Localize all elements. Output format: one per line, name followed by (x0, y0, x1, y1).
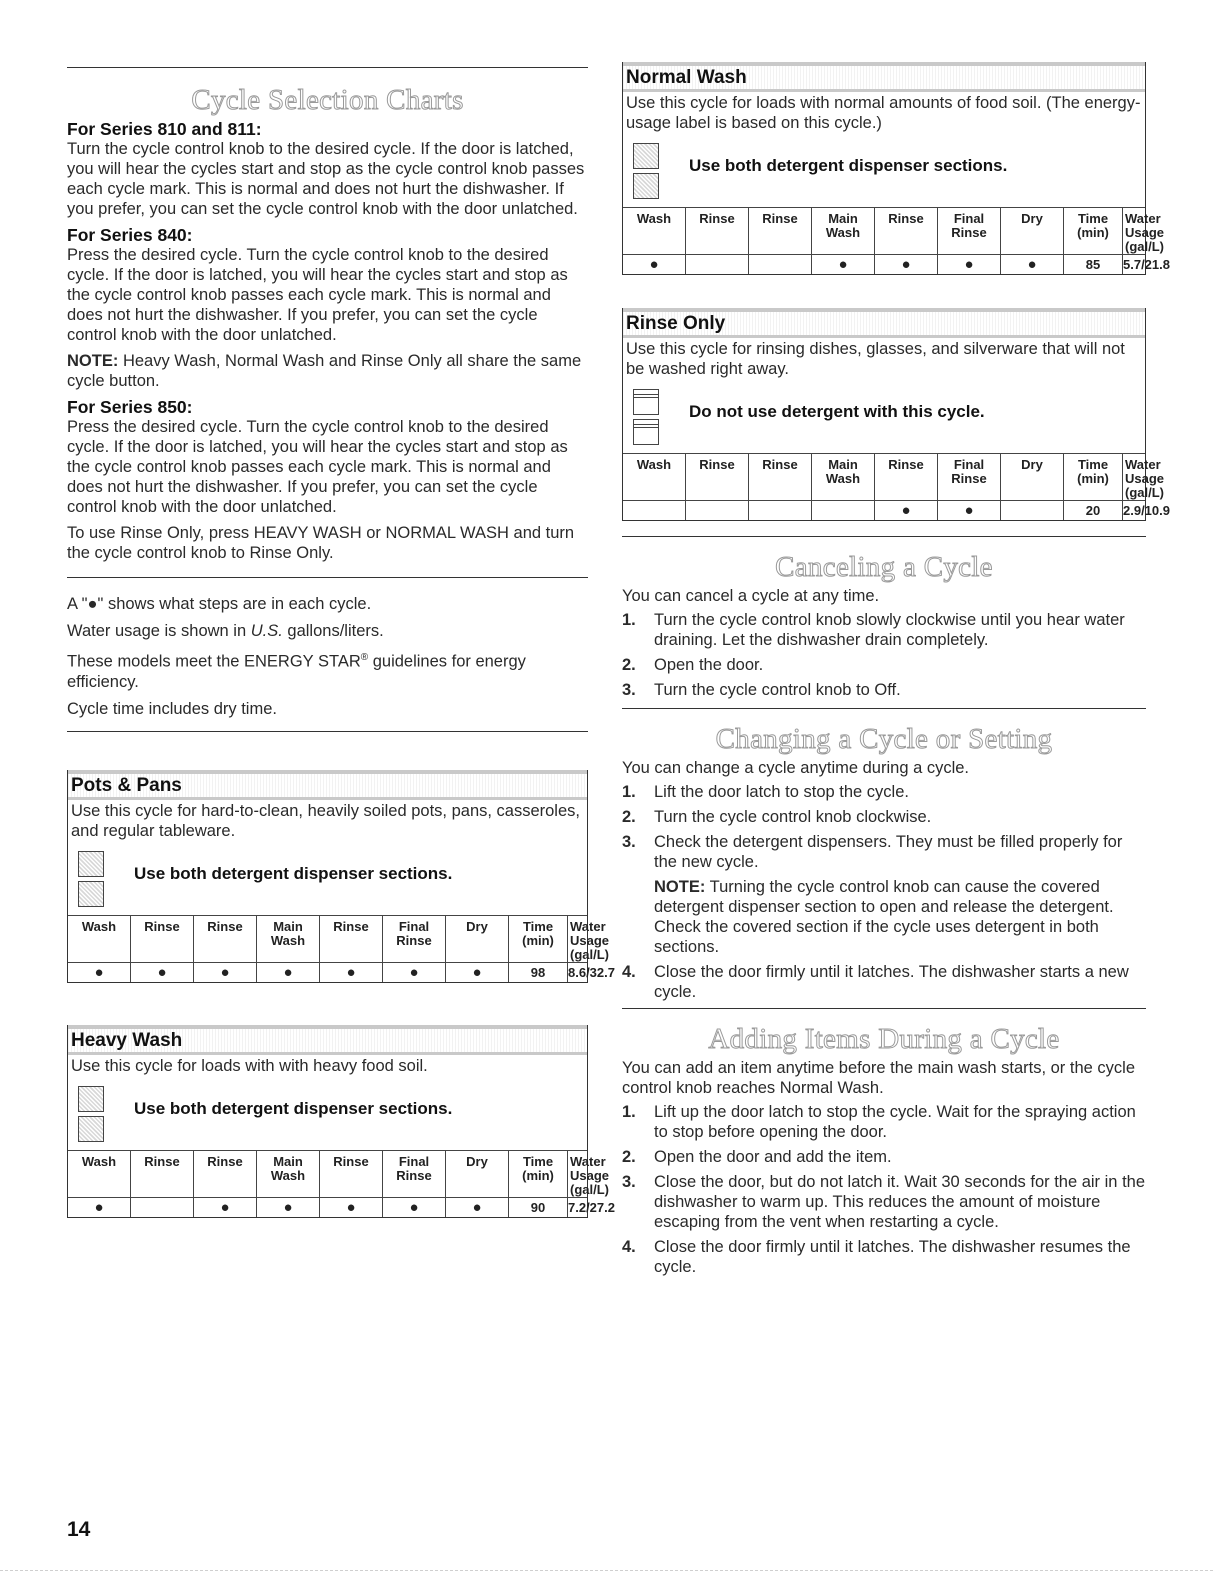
canceling-steps (622, 610, 1146, 700)
list-item: 2. Turn the cycle control knob clockwise. (622, 808, 932, 826)
table-cell: ● (623, 255, 686, 275)
cycle-steps-table (623, 453, 1170, 520)
cycle-name: Normal Wash (623, 62, 1145, 92)
table-cell: ● (320, 1197, 383, 1217)
adding-steps (622, 1102, 1146, 1277)
detergent-instruction: Use both detergent dispenser sections. (689, 156, 1008, 175)
section-title-adding: Adding Items During a Cycle (708, 1023, 1060, 1055)
list-item (622, 1172, 1146, 1232)
table-cell: ● (131, 962, 194, 982)
list-item (622, 1147, 1146, 1167)
table-cell: ● (68, 1197, 131, 1217)
changing-steps (622, 782, 1146, 1002)
table-header: Time (min) (1064, 208, 1123, 255)
table-cell: ● (812, 255, 875, 275)
table-header: Dry (1001, 454, 1064, 501)
rinse-only-instruction: To use Rinse Only, press HEAVY WASH or NORMAL WASH and turn the cycle control knob to Rinse Only. (67, 524, 575, 562)
table-cell: 85 (1064, 255, 1123, 275)
step-text: Close the door firmly until it latches. The dishwasher resumes the cycle. (654, 1238, 1131, 1276)
series-810-text: Turn the cycle control knob to the desired cycle. If the door is latched, you will hear the cycles start and stop as the cycle control knob passes each cycle mark. This is normal and does not hurt the dishwasher. If you prefer, you can set the cycle control knob with the door unlatched. (67, 140, 585, 218)
table-header: Final Rinse (383, 915, 446, 962)
step-text: Turn the cycle control knob to Off. (654, 681, 901, 699)
table-header: Rinse (131, 915, 194, 962)
table-cell: ● (194, 1197, 257, 1217)
section-title-changing: Changing a Cycle or Setting (715, 723, 1053, 755)
section-title-cycle-selection: Cycle Selection Charts (191, 84, 464, 116)
table-cell (1001, 501, 1064, 521)
table-header: Wash (68, 1150, 131, 1197)
divider (67, 67, 588, 68)
table-cell (686, 255, 749, 275)
table-cell: ● (938, 255, 1001, 275)
table-cell: ● (194, 962, 257, 982)
table-cell: ● (68, 962, 131, 982)
legend-water-text: Water usage is shown in (67, 622, 251, 640)
legend-energy-text: These models meet the ENERGY STAR (67, 652, 361, 671)
list-item (622, 1237, 1146, 1277)
divider (67, 577, 588, 578)
table-cell: ● (257, 962, 320, 982)
legend-time: Cycle time includes dry time. (67, 699, 277, 718)
table-header: Rinse (749, 208, 812, 255)
table-header: Final Rinse (383, 1150, 446, 1197)
step-text: Open the door. (654, 656, 764, 674)
list-item (622, 1102, 1146, 1142)
table-header: Rinse (320, 1150, 383, 1197)
list-item (622, 610, 1146, 650)
table-header: Water Usage (gal/L) (1123, 208, 1146, 255)
step-number: 3. (622, 1173, 636, 1191)
note-text: Heavy Wash, Normal Wash and Rinse Only all share the same cycle button. (67, 352, 582, 390)
table-cell: ● (446, 962, 509, 982)
divider (622, 708, 1146, 709)
table-cell: ● (875, 501, 938, 521)
list-item (622, 680, 1146, 700)
table-cell: ● (383, 962, 446, 982)
table-header: Dry (446, 915, 509, 962)
canceling-intro: You can cancel a cycle at any time. (622, 587, 880, 605)
table-cell: 98 (509, 962, 568, 982)
step-text: Turn the cycle control knob slowly clockwise until you hear water draining. Let the dishwasher drain completely. (654, 611, 1125, 649)
note-label: NOTE: (654, 878, 706, 896)
table-cell (749, 255, 812, 275)
table-header: Rinse (686, 454, 749, 501)
table-header: Dry (446, 1150, 509, 1197)
table-cell: 8.6/32.7 (568, 962, 588, 982)
table-header: Time (min) (509, 915, 568, 962)
table-header: Final Rinse (938, 454, 1001, 501)
cycle-name: Rinse Only (623, 308, 1145, 338)
step-number: 1. (622, 611, 636, 629)
detergent-row (68, 841, 587, 915)
table-cell: 2.9/10.9 (1123, 501, 1146, 521)
detergent-instruction: Use both detergent dispenser sections. (134, 1098, 453, 1118)
table-header: Time (min) (1064, 454, 1123, 501)
left-column (67, 0, 615, 1218)
table-header: Time (min) (509, 1150, 568, 1197)
cycle-description: Use this cycle for loads with normal amounts of food soil. (The energy-usage label is based on this cycle.) (626, 94, 1141, 132)
detergent-dispenser-icon (633, 143, 661, 203)
series-850-text: Press the desired cycle. Turn the cycle control knob to the desired cycle. If the door is latched, you will hear the cycles start and stop as the cycle control knob passes each cycle mark. This is normal and does not hurt the dishwasher. If you prefer, you can set the cycle control knob with the door unlatched. (67, 418, 568, 516)
legend-dot: A "●" shows what steps are in each cycle. (67, 595, 372, 613)
table-cell: ● (383, 1197, 446, 1217)
registered-mark: ® (360, 652, 369, 663)
step-number: 2. (622, 656, 636, 674)
legend-energy-text-end: guidelines for energy efficiency. (67, 652, 526, 691)
cycle-description: Use this cycle for rinsing dishes, glasses, and silverware that will not be washed right away. (626, 340, 1125, 378)
step-text: Lift up the door latch to stop the cycle. Wait for the spraying action to stop before opening the door. (654, 1103, 1136, 1141)
changing-intro: You can change a cycle anytime during a cycle. (622, 759, 970, 777)
step-text: Open the door and add the item. (654, 1148, 892, 1166)
cycle-normal-wash (622, 62, 1170, 275)
table-cell: 5.7/21.8 (1123, 255, 1146, 275)
detergent-dispenser-icon (78, 851, 106, 911)
step-number: 1. (622, 1103, 636, 1121)
table-cell (686, 501, 749, 521)
list-item: 4. Close the door firmly until it latches. The dishwasher starts a new cycle. (622, 963, 1129, 1001)
table-cell (812, 501, 875, 521)
legend-energy (67, 648, 588, 692)
table-header: Rinse (194, 915, 257, 962)
table-header: Dry (1001, 208, 1064, 255)
cycle-steps-table (68, 1150, 615, 1217)
table-header: Water Usage (gal/L) (1123, 454, 1146, 501)
table-cell (623, 501, 686, 521)
cycle-heavy-wash (67, 1025, 615, 1218)
series-810-heading: For Series 810 and 811: (67, 119, 262, 139)
table-header: Rinse (749, 454, 812, 501)
detergent-instruction: Do not use detergent with this cycle. (689, 402, 985, 421)
table-cell: ● (875, 255, 938, 275)
right-column (622, 0, 1170, 1282)
series-850-heading: For Series 850: (67, 397, 193, 417)
cycle-steps-table (68, 915, 615, 982)
note-text: Turning the cycle control knob can cause the covered detergent dispenser section to open and release the detergent. Check the covered section if the cycle uses detergent in both sections. (654, 878, 1114, 956)
table-header: Wash (623, 454, 686, 501)
table-header: Main Wash (812, 208, 875, 255)
table-cell (131, 1197, 194, 1217)
series-840-text: Press the desired cycle. Turn the cycle control knob to the desired cycle. If the door is latched, you will hear the cycles start and stop as the cycle control knob passes each cycle mark. This is normal and does not hurt the dishwasher. If you prefer, you can set the cycle control knob with the door unlatched. (67, 246, 568, 344)
table-cell: 7.2/27.2 (568, 1197, 588, 1217)
list-item: 1. Lift the door latch to stop the cycle. (622, 783, 909, 801)
note-paragraph (67, 351, 588, 391)
table-cell: ● (257, 1197, 320, 1217)
adding-intro: You can add an item anytime before the main wash starts, or the cycle control knob reaches Normal Wash. (622, 1059, 1135, 1097)
table-header: Main Wash (257, 1150, 320, 1197)
table-header: Rinse (875, 208, 938, 255)
table-cell: ● (446, 1197, 509, 1217)
table-header: Main Wash (257, 915, 320, 962)
note-label: NOTE: (67, 352, 119, 370)
table-header: Wash (68, 915, 131, 962)
series-840-heading: For Series 840: (67, 225, 193, 245)
changing-note (654, 877, 1146, 957)
cycle-description: Use this cycle for hard-to-clean, heavily soiled pots, pans, casseroles, and regular tableware. (71, 801, 580, 840)
table-header: Rinse (320, 915, 383, 962)
detergent-dispenser-icon (78, 1086, 106, 1146)
table-header: Rinse (194, 1150, 257, 1197)
divider (622, 536, 1146, 537)
table-header: Final Rinse (938, 208, 1001, 255)
cycle-rinse-only (622, 308, 1170, 521)
step-number: 2. (622, 1148, 636, 1166)
legend-water-text-end: gallons/liters. (282, 622, 384, 640)
legend-water-em: U.S. (250, 622, 283, 640)
page-number: 14 (67, 1518, 91, 1541)
cycle-name: Pots & Pans (68, 770, 587, 800)
page-edge (0, 1570, 1213, 1571)
step-text: Check the detergent dispensers. They must be filled properly for the new cycle. (654, 833, 1123, 871)
section-title-canceling: Canceling a Cycle (775, 551, 993, 583)
detergent-row (68, 1076, 587, 1150)
table-header: Rinse (875, 454, 938, 501)
cycle-description: Use this cycle for loads with with heavy food soil. (71, 1056, 428, 1075)
table-cell: 20 (1064, 501, 1123, 521)
table-header: Water Usage (gal/L) (568, 915, 588, 962)
cycle-name: Heavy Wash (68, 1025, 587, 1055)
divider (67, 731, 588, 732)
divider (622, 1008, 1146, 1009)
detergent-row (623, 379, 1145, 453)
detergent-instruction: Use both detergent dispenser sections. (134, 863, 453, 883)
step-text: Close the door, but do not latch it. Wait 30 seconds for the air in the dishwasher to warm up. This reduces the amount of moisture escaping from the vent when restarting a cycle. (654, 1173, 1146, 1231)
table-header: Rinse (686, 208, 749, 255)
table-header: Wash (623, 208, 686, 255)
table-header: Rinse (131, 1150, 194, 1197)
list-item: 3. Check the detergent dispensers. They must be filled properly for the new cycle. NOTE: Turning the cycle control knob can cause the covered detergent dispenser section to open and release the detergent. Check the covered section if the cycle uses detergent in both sections. (622, 832, 1146, 957)
table-cell (749, 501, 812, 521)
step-number: 4. (622, 1238, 636, 1256)
cycle-pots-pans (67, 770, 615, 983)
cycle-steps-table (623, 207, 1170, 274)
table-cell: ● (1001, 255, 1064, 275)
table-cell: ● (320, 962, 383, 982)
detergent-row (623, 133, 1145, 207)
list-item (622, 655, 1146, 675)
step-number: 3. (622, 681, 636, 699)
table-header: Main Wash (812, 454, 875, 501)
table-cell: ● (938, 501, 1001, 521)
legend-water (67, 621, 588, 641)
no-detergent-icon (633, 389, 661, 449)
table-header: Water Usage (gal/L) (568, 1150, 588, 1197)
table-cell: 90 (509, 1197, 568, 1217)
